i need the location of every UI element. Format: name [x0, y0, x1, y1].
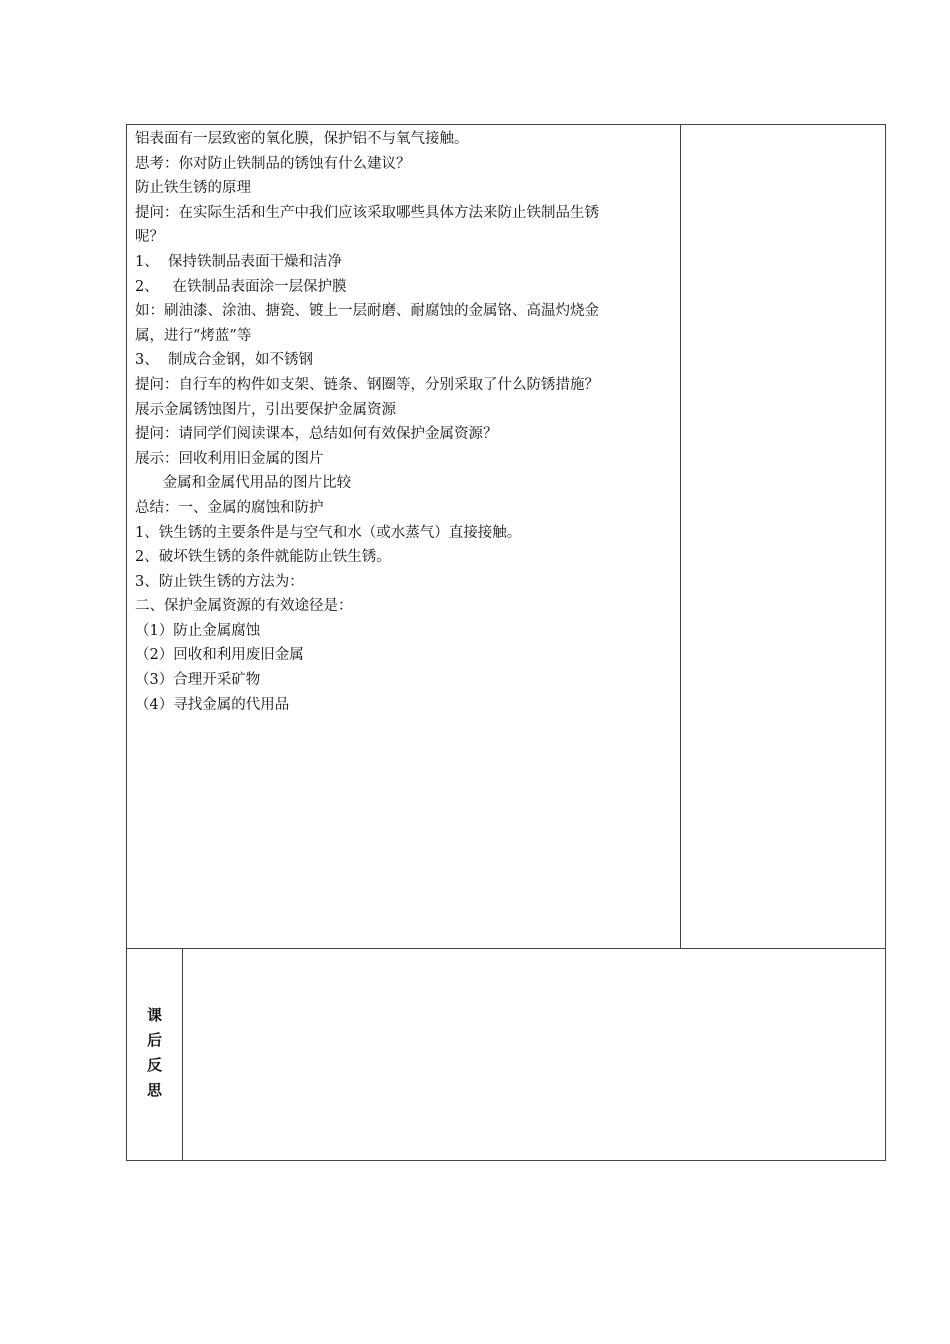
column-divider: [680, 124, 681, 949]
reflection-char-2: 后: [146, 1031, 162, 1049]
reflection-char-4: 思: [146, 1081, 162, 1099]
line-16: 总结：一、金属的腐蚀和防护: [135, 499, 324, 516]
line-1: 铝表面有一层致密的氧化膜，保护铝不与氧气接触。: [135, 131, 469, 147]
line-18: 2、破坏铁生锈的条件就能防止铁生锈。: [135, 549, 391, 566]
line-6: 1、 保持铁制品表面干燥和洁净: [135, 253, 342, 270]
reflection-area[interactable]: [183, 949, 885, 1160]
line-11: 提问：自行车的构件如支架、链条、钢圈等，分别采取了什么防锈措施？: [135, 376, 599, 393]
line-24: （4）寻找金属的代用品: [135, 696, 290, 713]
lesson-content: [135, 127, 680, 717]
line-3: 防止铁生锈的原理: [135, 180, 251, 197]
line-4: 提问：在实际生活和生产中我们应该采取哪些具体方法来防止铁制品生锈: [135, 204, 599, 221]
line-12: 展示金属锈蚀图片，引出要保护金属资源: [135, 401, 396, 418]
line-13: 提问：请同学们阅读课本，总结如何有效保护金属资源？: [135, 426, 498, 443]
reflection-char-1: 课: [146, 1006, 162, 1024]
reflection-char-3: 反: [146, 1056, 162, 1074]
line-23: （3）合理开采矿物: [135, 672, 261, 689]
line-9: 属，进行“烤蓝”等: [135, 327, 252, 344]
line-22: （2）回收和利用废旧金属: [135, 647, 304, 664]
line-10: 3、 制成合金钢，如不锈钢: [135, 352, 313, 369]
line-5: 呢？: [135, 229, 164, 246]
line-14: 展示：回收利用旧金属的图片: [135, 450, 324, 467]
reflection-label: [127, 1003, 182, 1103]
line-21: （1）防止金属腐蚀: [135, 622, 261, 639]
line-2: 思考：你对防止铁制品的锈蚀有什么建议？: [135, 155, 411, 172]
line-7: 2、 在铁制品表面涂一层保护膜: [135, 278, 347, 295]
line-8: 如：刷油漆、涂油、搪瓷、镀上一层耐磨、耐腐蚀的金属铬、高温灼烧金: [135, 303, 599, 320]
line-20: 二、保护金属资源的有效途径是：: [135, 598, 353, 615]
line-17: 1、铁生锈的主要条件是与空气和水（或水蒸气）直接接触。: [135, 524, 522, 541]
line-15: 金属和金属代用品的图片比较: [135, 475, 352, 492]
line-19: 3、防止铁生锈的方法为：: [135, 573, 304, 590]
